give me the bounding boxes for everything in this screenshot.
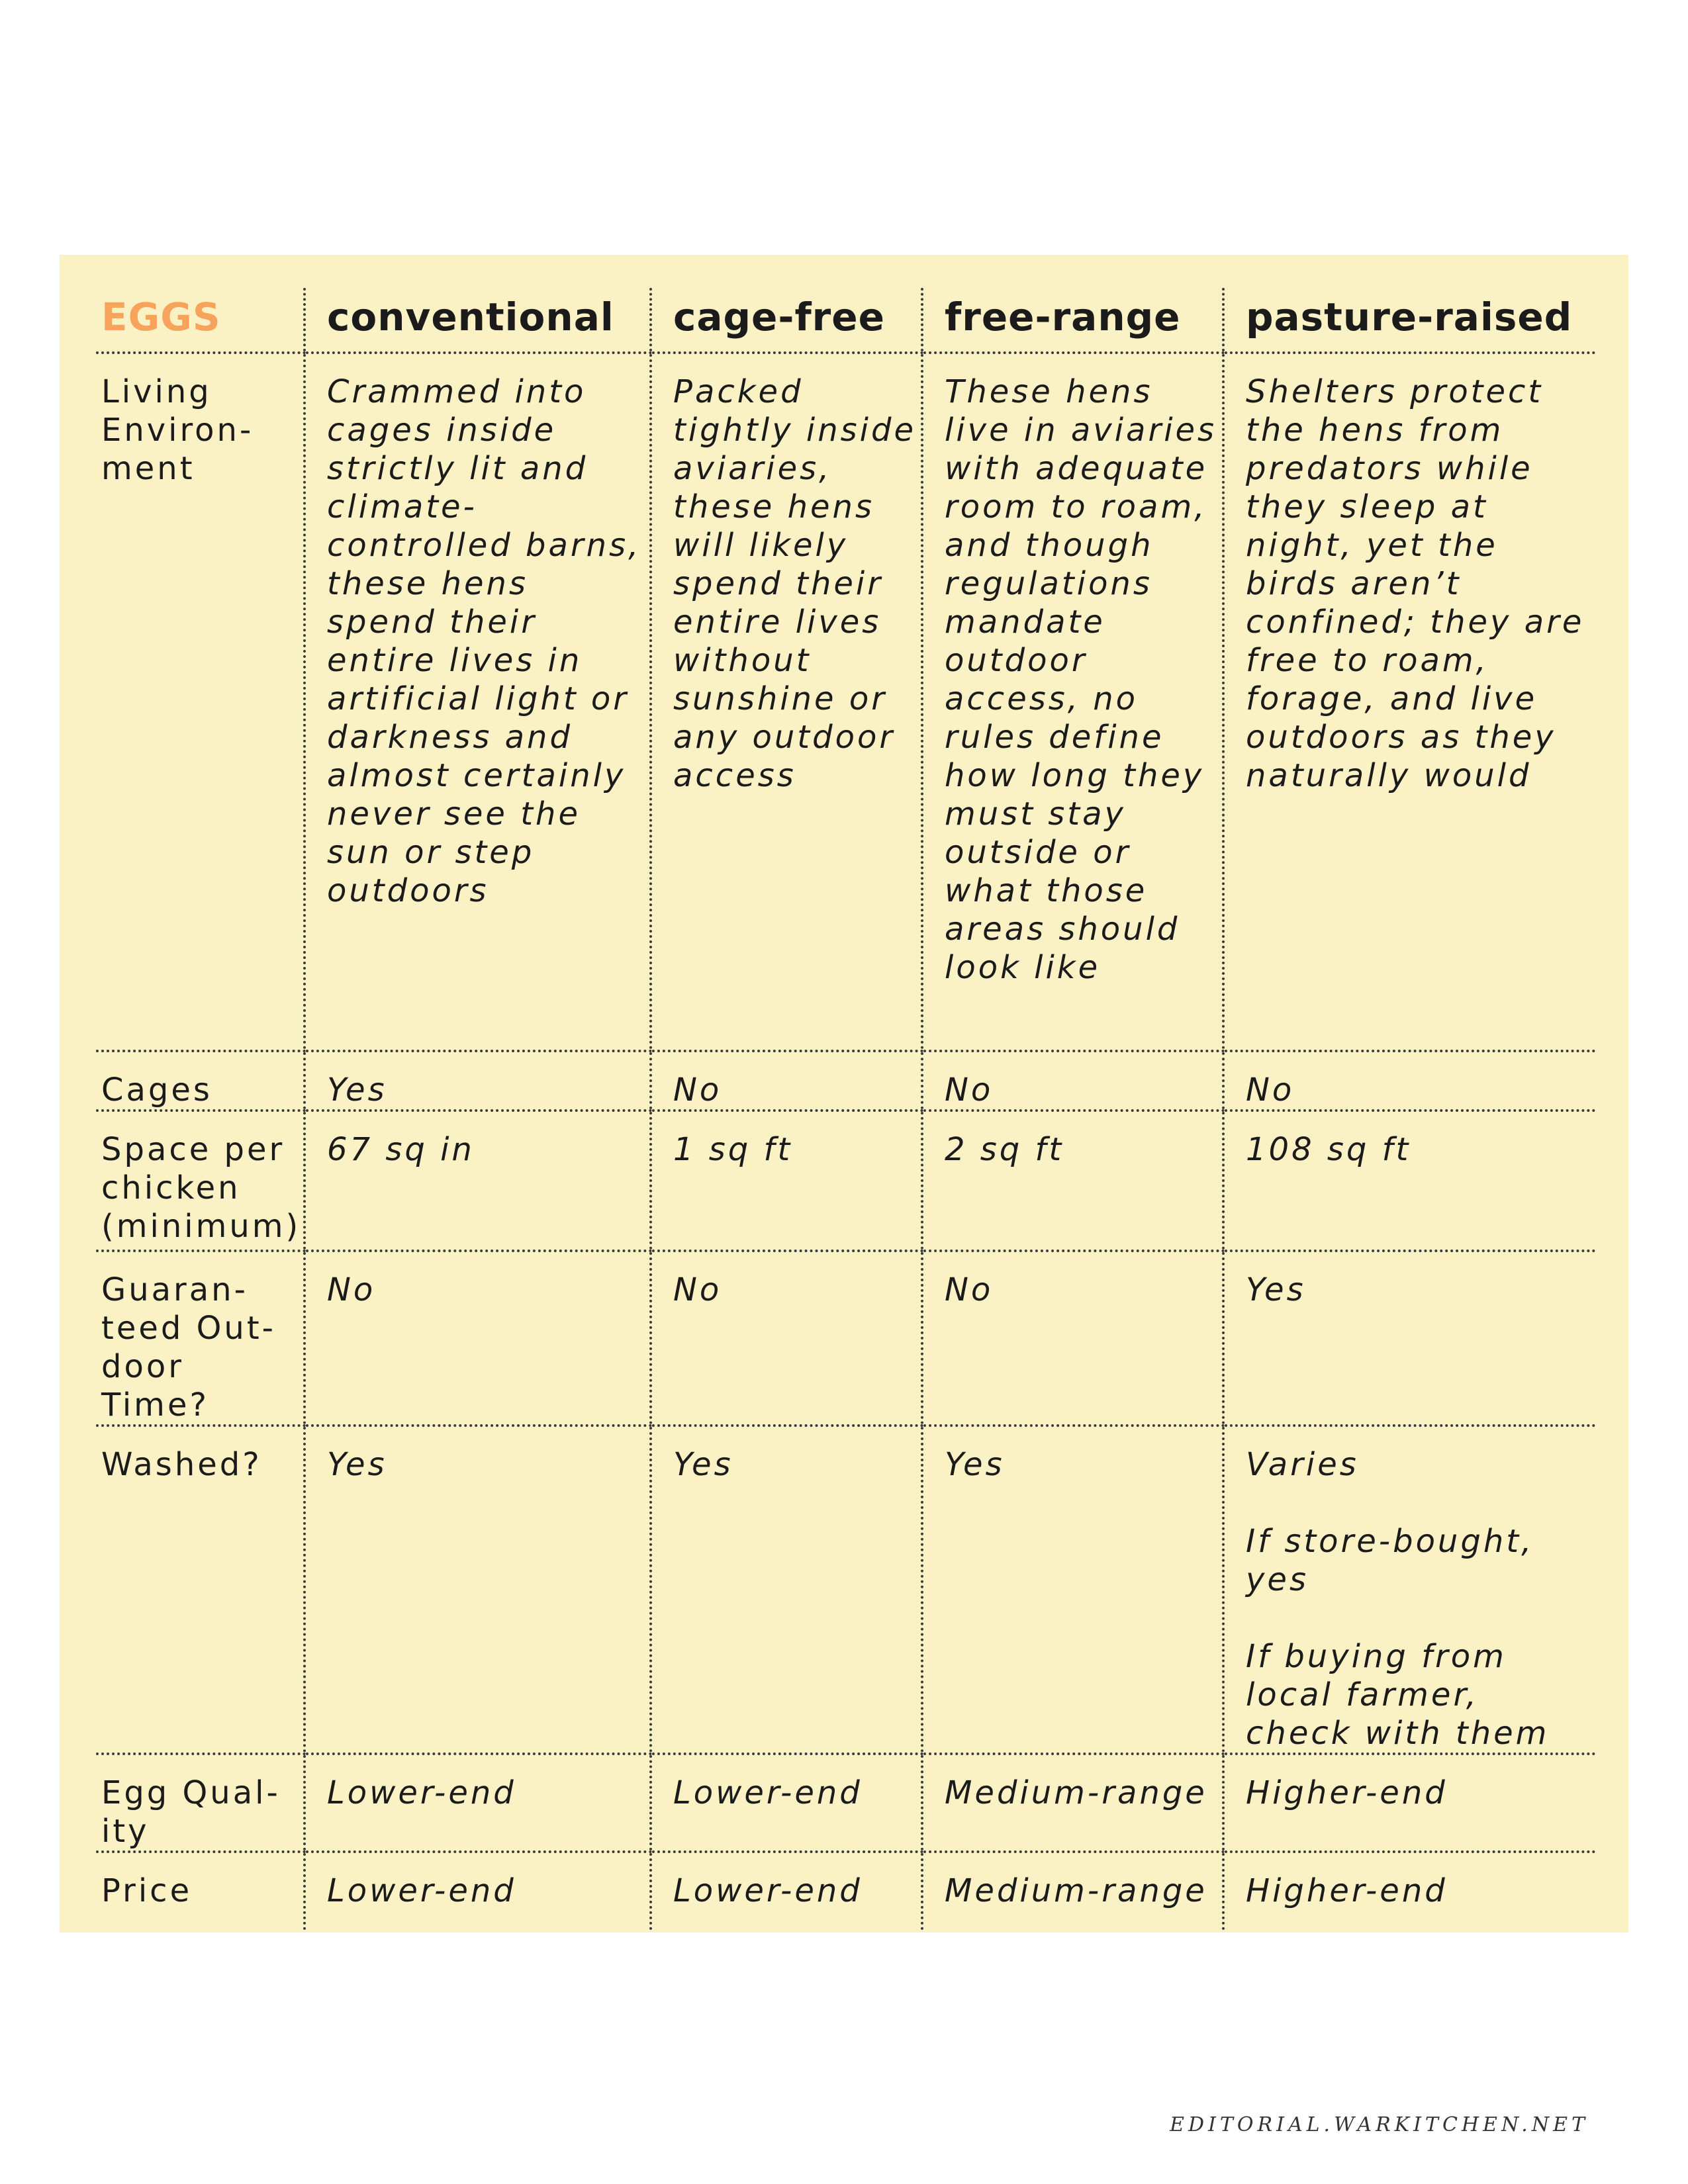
washed-pasture-raised-line: If buying from local farmer, check with them: [1246, 1638, 1550, 1752]
row-label-space-per-chicken: Space per chicken (minimum): [96, 1111, 305, 1251]
table-title: EGGS: [96, 288, 305, 353]
row-label-living-environment: Living Environ-ment: [96, 353, 305, 1051]
cell-space-conventional: 67 sq in: [305, 1111, 651, 1251]
cell-cages-free-range: No: [922, 1051, 1223, 1111]
eggs-comparison-panel: [60, 255, 1628, 1933]
row-label-guaranteed-outdoor-time: Guaran-teed Out-door Time?: [96, 1251, 305, 1426]
cell-cages-conventional: Yes: [305, 1051, 651, 1111]
cell-living-environment-pasture-raised: Shelters protect the hens from predators while they sleep at night, yet the birds aren’t confined; they are free to roam, forage, and live outdoors as they naturally would: [1223, 353, 1595, 1051]
column-header-free-range: free-range: [922, 288, 1223, 353]
cell-price-pasture-raised: Higher-end: [1223, 1852, 1595, 1930]
cell-quality-free-range: Medium-range: [922, 1754, 1223, 1852]
row-label-price: Price: [101, 1872, 193, 1909]
washed-pasture-raised-line: If store-bought, yes: [1246, 1523, 1534, 1598]
cell-price-free-range: Medium-range: [922, 1852, 1223, 1930]
table-row: [96, 1111, 1595, 1251]
cell-space-free-range: 2 sq ft: [922, 1111, 1223, 1251]
cell-outdoor-cage-free: No: [651, 1251, 922, 1426]
cell-quality-conventional: Lower-end: [305, 1754, 651, 1852]
row-label-cages: Cages: [96, 1051, 305, 1111]
table-row: [96, 1852, 1595, 1930]
table-row: [96, 1051, 1595, 1111]
cell-washed-free-range: Yes: [922, 1426, 1223, 1754]
cell-washed-cage-free: Yes: [651, 1426, 922, 1754]
table-row: [96, 353, 1595, 1051]
cell-space-pasture-raised: 108 sq ft: [1223, 1111, 1595, 1251]
cell-outdoor-free-range: No: [922, 1251, 1223, 1426]
table-row: [96, 1251, 1595, 1426]
header-row: [96, 288, 1595, 353]
site-credit: EDITORIAL.WARKITCHEN.NET: [1170, 2113, 1589, 2136]
cell-washed-pasture-raised: [1223, 1426, 1595, 1754]
cell-washed-conventional: Yes: [305, 1426, 651, 1754]
cell-space-cage-free: 1 sq ft: [651, 1111, 922, 1251]
washed-pasture-raised-line: Varies: [1246, 1446, 1359, 1483]
column-header-pasture-raised: pasture-raised: [1223, 288, 1595, 353]
cell-price-cage-free: Lower-end: [651, 1852, 922, 1930]
cell-living-environment-free-range: These hens live in aviaries with adequate room to roam, and though regulations mandate outdoor access, no rules define how long they must stay outside or what those areas should look like: [922, 353, 1223, 1051]
row-label-washed: Washed?: [96, 1426, 305, 1754]
cell-outdoor-conventional: No: [305, 1251, 651, 1426]
cell-cages-pasture-raised: No: [1223, 1051, 1595, 1111]
cell-living-environment-conventional: Crammed into cages inside strictly lit and climate-controlled barns, these hens spend their entire lives in artificial light or darkness and almost certainly never see the sun or step outdoors: [305, 353, 651, 1051]
cell-outdoor-pasture-raised: Yes: [1223, 1251, 1595, 1426]
cell-living-environment-cage-free: Packed tightly inside aviaries, these hens will likely spend their entire lives without sunshine or any outdoor access: [651, 353, 922, 1051]
cell-cages-cage-free: No: [651, 1051, 922, 1111]
cell-price-conventional: Lower-end: [305, 1852, 651, 1930]
column-header-cage-free: cage-free: [651, 288, 922, 353]
row-label-egg-quality: Egg Qual-ity: [96, 1754, 305, 1852]
table-row: [96, 1426, 1595, 1754]
cell-quality-cage-free: Lower-end: [651, 1754, 922, 1852]
cell-quality-pasture-raised: Higher-end: [1223, 1754, 1595, 1852]
table-row: [96, 1754, 1595, 1852]
column-header-conventional: conventional: [305, 288, 651, 353]
eggs-comparison-table: [96, 288, 1595, 1930]
